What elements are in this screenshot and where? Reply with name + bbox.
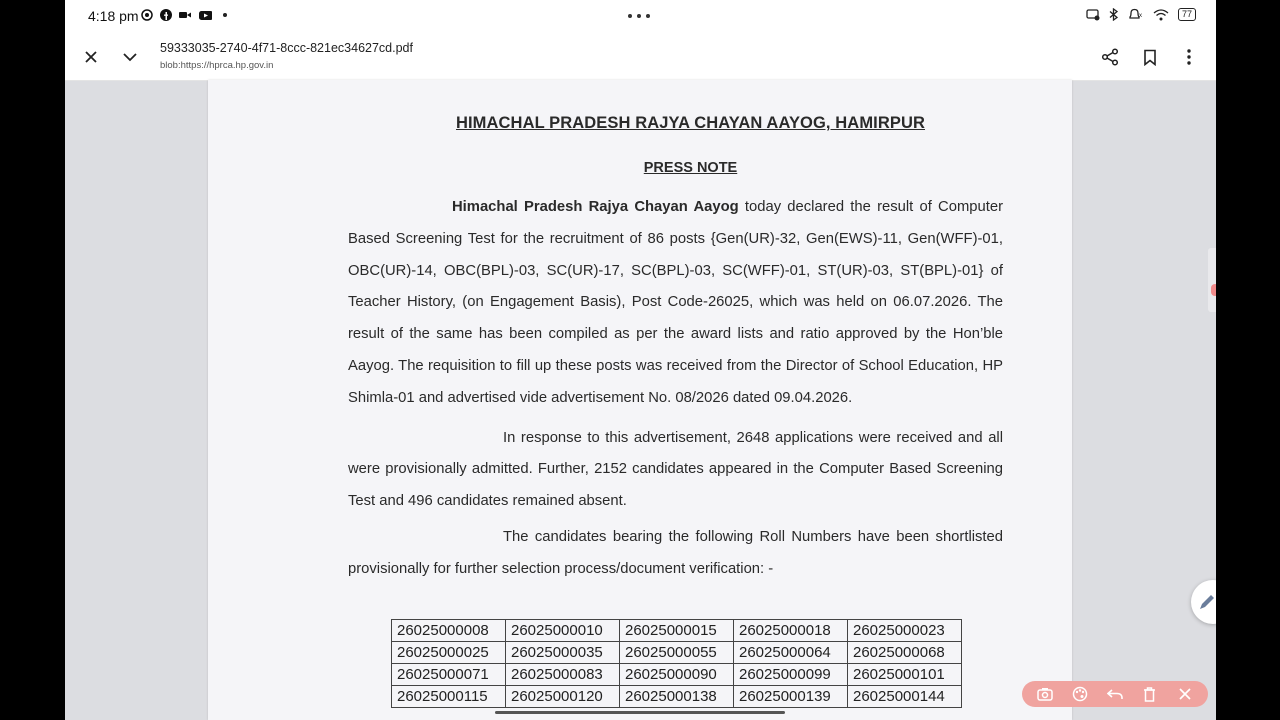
bookmark-icon (1143, 49, 1157, 66)
youtube-icon (198, 9, 212, 21)
organisation-name: Himachal Pradesh Rajya Chayan Aayog (452, 199, 739, 215)
paragraph-1 (348, 192, 1003, 415)
scroll-position-indicator[interactable] (1211, 284, 1216, 296)
delete-icon (1143, 687, 1156, 702)
roll-number-cell: 26025000064 (734, 642, 848, 664)
roll-number-cell: 26025000138 (620, 686, 734, 708)
close-icon (1179, 688, 1191, 700)
paragraph-1-text: today declared the result of Computer Based Screening Test for the recruitment of 86 posts {Gen(UR)-32, Gen(EWS)-11, Gen(WFF)-01, OBC(UR)-14, OBC(BPL)-03, SC(UR)-17, SC(BPL)-03, SC(WFF)-01, ST(UR)-03, ST(BPL)-01} of Teacher History, (on Engagement Basis), Post Code-26025, which was held on 06.07.2026. The result of the same has been compiled as per the award lists and ratio approved by the Hon’ble Aayog. The requisition to fill up these posts was received from the Director of School Education, HP Shimla-01 and advertised vide advertisement No. 08/2026 dated 09.04.2026. (348, 199, 1003, 406)
undo-button[interactable] (1104, 683, 1126, 705)
home-indicator[interactable] (495, 711, 785, 714)
annotation-toolbar (1022, 681, 1208, 707)
roll-number-cell: 26025000083 (506, 664, 620, 686)
scrollbar-handle[interactable] (1208, 248, 1216, 312)
screenshot-icon (1037, 687, 1053, 701)
share-icon (1101, 48, 1119, 66)
close-annotation-button[interactable] (1174, 683, 1196, 705)
expand-button[interactable] (118, 45, 142, 69)
roll-number-cell: 26025000035 (506, 642, 620, 664)
file-name: 59333035-2740-4f71-8ccc-821ec34627cd.pdf (160, 41, 413, 55)
viewer-toolbar (65, 33, 1216, 81)
table-row (392, 620, 962, 642)
status-bar (65, 0, 1216, 33)
battery-indicator: 77 (1178, 8, 1196, 21)
table-row (392, 664, 962, 686)
table-row (392, 642, 962, 664)
video-camera-icon (179, 9, 191, 21)
delete-button[interactable] (1139, 683, 1161, 705)
close-icon (84, 50, 98, 64)
palette-icon (1072, 686, 1088, 702)
screenshot-button[interactable] (1034, 683, 1056, 705)
roll-number-cell: 26025000010 (506, 620, 620, 642)
mute-bell-icon (1128, 8, 1144, 21)
more-options-button[interactable] (1177, 45, 1201, 69)
roll-number-cell: 26025000101 (848, 664, 962, 686)
svg-text:x: x (1138, 13, 1142, 19)
palette-button[interactable] (1069, 683, 1091, 705)
roll-number-cell: 26025000115 (392, 686, 506, 708)
roll-number-cell: 26025000144 (848, 686, 962, 708)
roll-number-cell: 26025000068 (848, 642, 962, 664)
bookmark-button[interactable] (1138, 45, 1162, 69)
more-vert-icon (1187, 49, 1191, 65)
pdf-page[interactable] (208, 80, 1072, 720)
system-icons (1086, 8, 1196, 21)
pdf-viewer-screen (65, 0, 1216, 720)
chevron-down-icon (122, 52, 138, 62)
roll-number-cell: 26025000008 (392, 620, 506, 642)
roll-number-cell: 26025000025 (392, 642, 506, 664)
status-center-dots-icon (628, 14, 650, 18)
share-button[interactable] (1098, 45, 1122, 69)
paragraph-3: The candidates bearing the following Roll Numbers have been shortlisted provisionally for further selection process/document verification: - (348, 528, 1003, 577)
document-subheading: PRESS NOTE (643, 160, 738, 176)
edit-fab-button[interactable] (1191, 580, 1216, 624)
paragraph-2: In response to this advertisement, 2648 applications were received and all were provisionally admitted. Further, 2152 candidates appeared in the Computer Based Screening Test and 496 candidates remained absent. (348, 429, 1003, 510)
roll-number-cell: 26025000018 (734, 620, 848, 642)
roll-number-cell: 26025000055 (620, 642, 734, 664)
facebook-icon (160, 9, 172, 21)
roll-number-cell: 26025000090 (620, 664, 734, 686)
roll-number-cell: 26025000023 (848, 620, 962, 642)
bluetooth-icon (1109, 8, 1119, 21)
screen-cast-icon (1086, 9, 1100, 21)
status-time: 4:18 pm (88, 8, 139, 24)
roll-number-cell: 26025000015 (620, 620, 734, 642)
undo-icon (1107, 687, 1123, 701)
press-note-document (348, 114, 1003, 586)
roll-number-cell: 26025000139 (734, 686, 848, 708)
pencil-icon (1199, 594, 1215, 610)
document-heading: HIMACHAL PRADESH RAJYA CHAYAN AAYOG, HAMIRPUR (455, 114, 926, 132)
file-url: blob:https://hprca.hp.gov.in (160, 60, 274, 71)
roll-number-cell: 26025000099 (734, 664, 848, 686)
more-notifications-icon (223, 13, 227, 17)
roll-number-cell: 26025000120 (506, 686, 620, 708)
wifi-icon (1153, 9, 1169, 21)
table-row (392, 686, 962, 708)
whatsapp-icon (141, 9, 153, 21)
close-button[interactable] (79, 45, 103, 69)
notification-icons (141, 9, 227, 21)
roll-number-cell: 26025000071 (392, 664, 506, 686)
roll-numbers-table (391, 619, 962, 708)
